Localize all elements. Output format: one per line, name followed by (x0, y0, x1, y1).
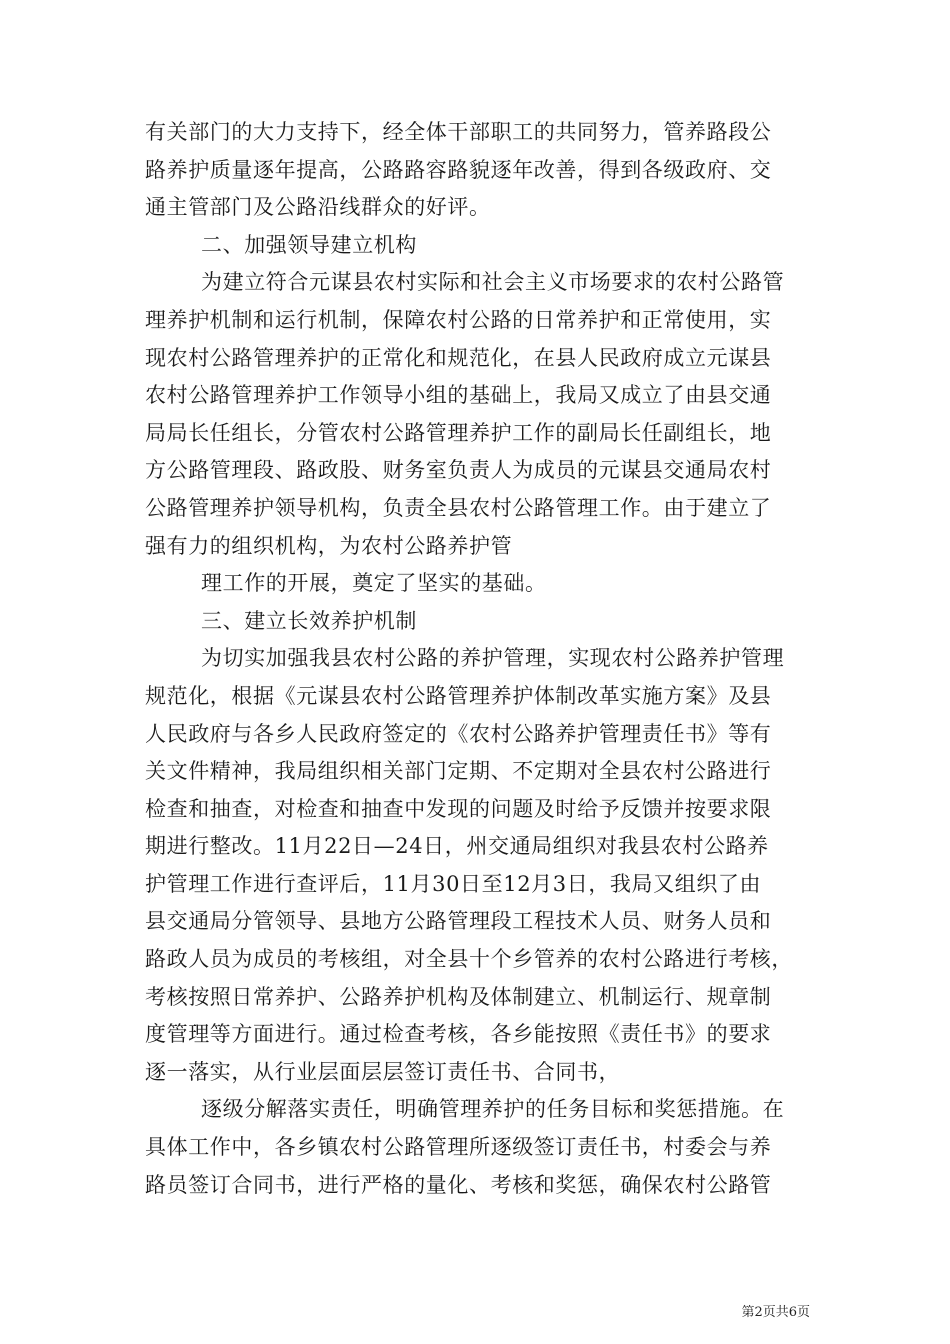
section-heading: 三、建立长效养护机制 (201, 608, 417, 633)
text-line: 通主管部门及公路沿线群众的好评。 (145, 195, 491, 220)
text-line: 路养护质量逐年提高，公路路容路貌逐年改善，得到各级政府、交 (145, 157, 772, 182)
text-line: 人民政府与各乡人民政府签定的《农村公路养护管理责任书》等有 (145, 721, 772, 746)
text-line: 规范化，根据《元谋县农村公路管理养护体制改革实施方案》及县 (145, 683, 772, 708)
text-line: 强有力的组织机构，为农村公路养护管 (145, 533, 513, 558)
text-line: 为切实加强我县农村公路的养护管理，实现农村公路养护管理 (201, 646, 785, 671)
text-line: 为建立符合元谋县农村实际和社会主义市场要求的农村公路管 (201, 270, 785, 295)
page-number: 第2页共6页 (741, 1305, 810, 1320)
text-line: 逐一落实，从行业层面层层签订责任书、合同书， (145, 1059, 621, 1084)
text-line: 具体工作中，各乡镇农村公路管理所逐级签订责任书，村委会与养 (145, 1135, 772, 1160)
text-line: 关文件精神，我局组织相关部门定期、不定期对全县农村公路进行 (145, 759, 772, 784)
text-line: 逐级分解落实责任，明确管理养护的任务目标和奖惩措施。在 (201, 1097, 785, 1122)
text-line: 护管理工作进行查评后，11月30日至12月3日，我局又组织了由 (145, 871, 762, 896)
text-line: 考核按照日常养护、公路养护机构及体制建立、机制运行、规章制 (145, 984, 772, 1009)
text-line: 局局长任组长，分管农村公路管理养护工作的副局长任副组长，地 (145, 420, 772, 445)
text-line: 农村公路管理养护工作领导小组的基础上，我局又成立了由县交通 (145, 383, 772, 408)
text-line: 理养护机制和运行机制，保障农村公路的日常养护和正常使用，实 (145, 307, 772, 332)
text-line: 路政人员为成员的考核组，对全县十个乡管养的农村公路进行考核， (145, 947, 793, 972)
text-line: 现农村公路管理养护的正常化和规范化，在县人民政府成立元谋县 (145, 345, 772, 370)
text-line: 方公路管理段、路政股、财务室负责人为成员的元谋县交通局农村 (145, 458, 772, 483)
text-line: 公路管理养护领导机构，负责全县农村公路管理工作。由于建立了 (145, 495, 772, 520)
text-line: 检查和抽查，对检查和抽查中发现的问题及时给予反馈并按要求限 (145, 796, 772, 821)
body-text (145, 114, 810, 1204)
text-line: 度管理等方面进行。通过检查考核，各乡能按照《责任书》的要求 (145, 1022, 772, 1047)
text-line: 理工作的开展，奠定了坚实的基础。 (201, 571, 547, 596)
text-line: 有关部门的大力支持下，经全体干部职工的共同努力，管养路段公 (145, 120, 772, 144)
text-line: 期进行整改。11月22日—24日，州交通局组织对我县农村公路养 (145, 834, 769, 859)
text-line: 路员签订合同书，进行严格的量化、考核和奖惩，确保农村公路管 (145, 1172, 772, 1197)
text-line: 县交通局分管领导、县地方公路管理段工程技术人员、财务人员和 (145, 909, 772, 934)
section-heading: 二、加强领导建立机构 (201, 232, 417, 257)
